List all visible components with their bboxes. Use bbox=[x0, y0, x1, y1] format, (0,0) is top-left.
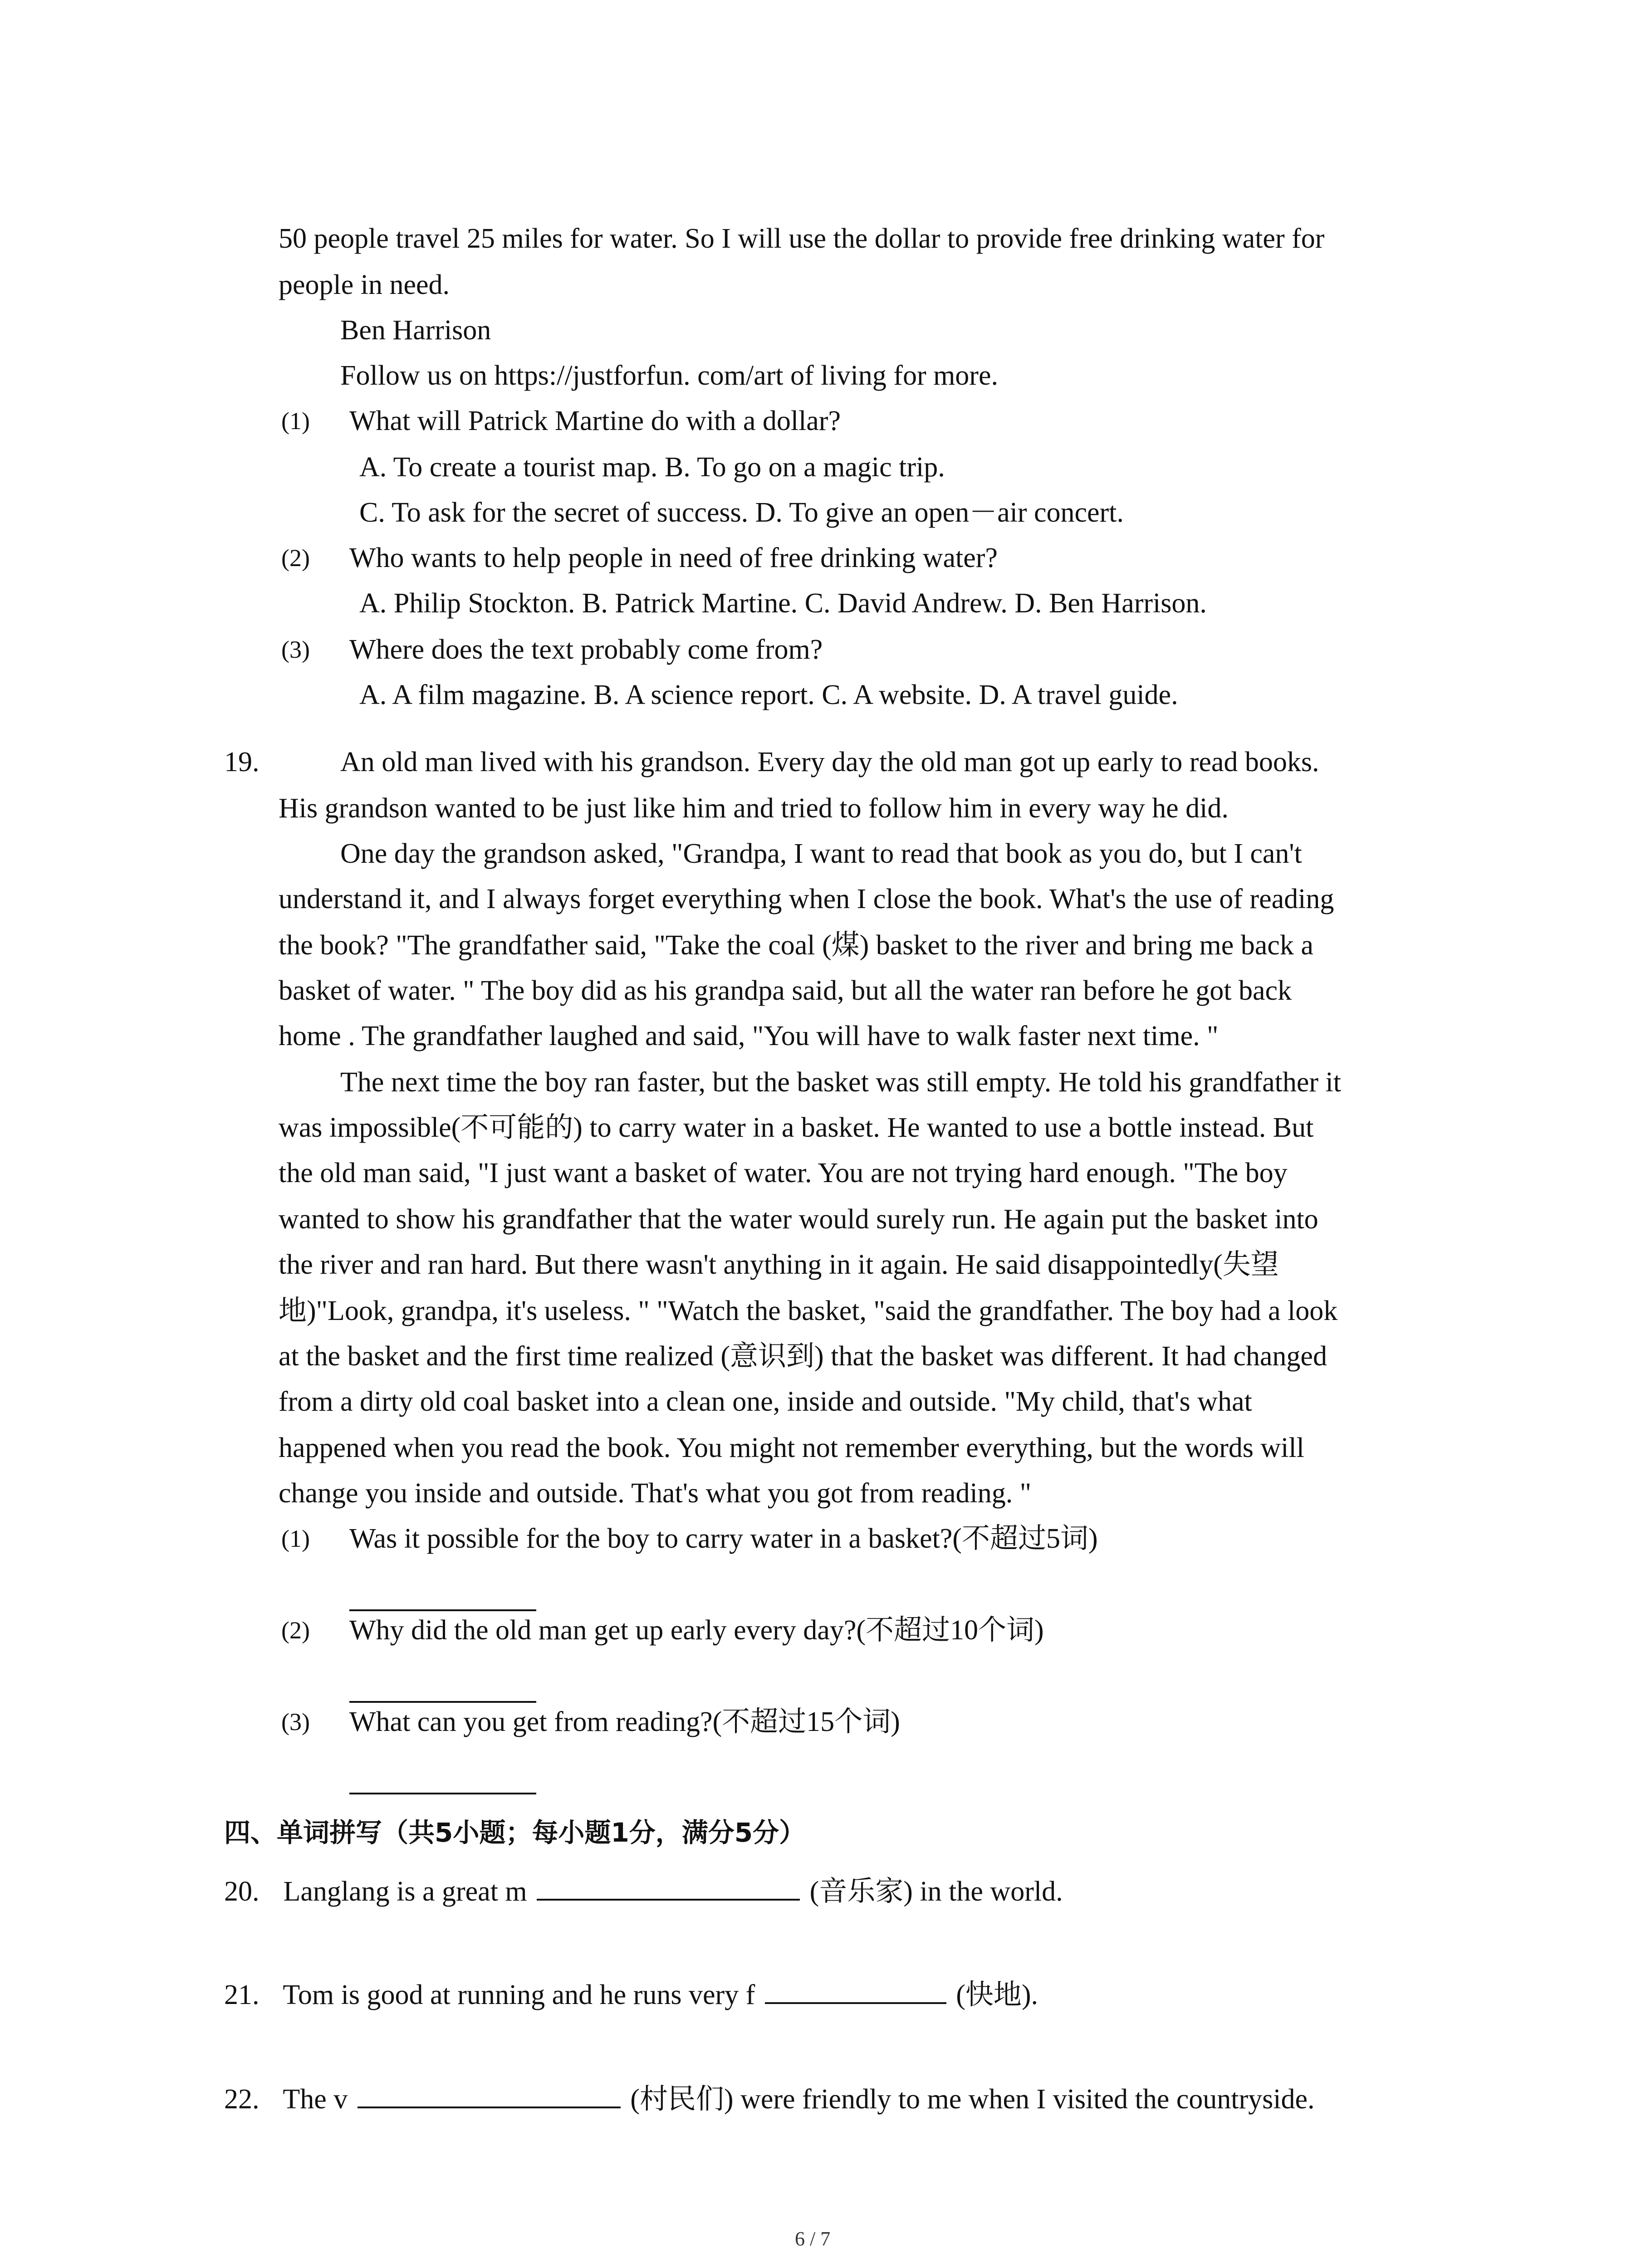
question-text: Where does the text probably come from? bbox=[349, 634, 823, 665]
passage-line: His grandson wanted to be just like him and tried to follow him in every way he did. bbox=[279, 793, 1229, 824]
answer-blank[interactable] bbox=[765, 1976, 946, 2004]
question-number: (2) bbox=[281, 544, 310, 572]
answer-blank[interactable] bbox=[349, 1793, 536, 1794]
answer-blank[interactable] bbox=[349, 1609, 536, 1611]
passage-line: the old man said, "I just want a basket of water. You are not trying hard enough. "The boy bbox=[279, 1158, 1288, 1188]
question-text-after: (音乐家) in the world. bbox=[809, 1876, 1063, 1907]
section-heading: 四、单词拼写（共5小题；每小题1分，满分5分） bbox=[224, 1817, 806, 1848]
answer-options: A. Philip Stockton. B. Patrick Martine. C. David Andrew. D. Ben Harrison. bbox=[359, 588, 1207, 619]
passage-line: home . The grandfather laughed and said, "You will have to walk faster next time. " bbox=[279, 1021, 1219, 1051]
question-text: What can you get from reading?(不超过15个词) bbox=[349, 1706, 900, 1737]
passage-line: basket of water. " The boy did as his grandpa said, but all the water ran before he got back bbox=[279, 975, 1292, 1006]
page-number: 6 / 7 bbox=[795, 2228, 831, 2250]
passage-line: change you inside and outside. That's what you got from reading. " bbox=[279, 1478, 1032, 1509]
answer-options: A. A film magazine. B. A science report. C. A website. D. A travel guide. bbox=[359, 679, 1178, 710]
answer-blank[interactable] bbox=[349, 1701, 536, 1703]
signature: Ben Harrison bbox=[340, 315, 491, 346]
passage-line: from a dirty old coal basket into a clean one, inside and outside. "My child, that's what bbox=[279, 1386, 1252, 1417]
question-number: (3) bbox=[281, 636, 310, 663]
question-text: Was it possible for the boy to carry water in a basket?(不超过5词) bbox=[349, 1523, 1098, 1554]
answer-blank[interactable] bbox=[358, 2080, 621, 2108]
question-text: Who wants to help people in need of free drinking water? bbox=[349, 543, 998, 573]
passage-line: 地)"Look, grandpa, it's useless. " "Watch the basket, "said the grandfather. The boy had a look bbox=[279, 1295, 1338, 1326]
answer-options: A. To create a tourist map. B. To go on a magic trip. bbox=[359, 452, 945, 483]
word-spelling-item bbox=[224, 1872, 1063, 1910]
passage-line: was impossible(不可能的) to carry water in a basket. He wanted to use a bottle instead. But bbox=[279, 1112, 1314, 1143]
question-number: (1) bbox=[281, 1525, 310, 1552]
question-text-before: Tom is good at running and he runs very f bbox=[283, 1980, 755, 2010]
question-text-before: Langlang is a great m bbox=[283, 1876, 527, 1907]
passage-line: people in need. bbox=[279, 269, 450, 300]
question-text-before: The v bbox=[283, 2084, 348, 2115]
answer-options: C. To ask for the secret of success. D. To give an open－air concert. bbox=[359, 497, 1124, 528]
question-text: What will Patrick Martine do with a dollar? bbox=[349, 406, 841, 436]
passage-line: happened when you read the book. You might not remember everything, but the words will bbox=[279, 1432, 1304, 1463]
question-text: Why did the old man get up early every day?(不超过10个词) bbox=[349, 1615, 1044, 1646]
question-number: 21. bbox=[224, 1980, 260, 2010]
question-text-after: (村民们) were friendly to me when I visited the countryside. bbox=[630, 2084, 1315, 2115]
passage-line: The next time the boy ran faster, but the basket was still empty. He told his grandfather it bbox=[340, 1067, 1341, 1098]
passage-line: understand it, and I always forget everything when I close the book. What's the use of reading bbox=[279, 884, 1334, 914]
question-number: 19. bbox=[224, 747, 260, 777]
question-number: (1) bbox=[281, 407, 310, 435]
passage-line: 50 people travel 25 miles for water. So I will use the dollar to provide free drinking water for bbox=[279, 223, 1325, 254]
passage-line: wanted to show his grandfather that the water would surely run. He again put the basket into bbox=[279, 1204, 1318, 1235]
word-spelling-item bbox=[224, 1976, 1038, 2013]
follow-link-text: Follow us on https://justforfun. com/art of living for more. bbox=[340, 360, 998, 391]
passage-line: An old man lived with his grandson. Every day the old man got up early to read books. bbox=[340, 747, 1319, 777]
question-number: 20. bbox=[224, 1876, 260, 1907]
passage-line: One day the grandson asked, "Grandpa, I want to read that book as you do, but I can't bbox=[340, 838, 1302, 869]
question-text-after: (快地). bbox=[956, 1980, 1038, 2010]
answer-blank[interactable] bbox=[537, 1872, 800, 1901]
passage-line: the book? "The grandfather said, "Take the coal (煤) basket to the river and bring me back a bbox=[279, 930, 1313, 961]
question-number: (3) bbox=[281, 1708, 310, 1735]
passage-line: at the basket and the first time realized (意识到) that the basket was different. It had changed bbox=[279, 1341, 1327, 1372]
question-number: 22. bbox=[224, 2084, 260, 2115]
word-spelling-item bbox=[224, 2080, 1315, 2117]
passage-line: the river and ran hard. But there wasn't anything in it again. He said disappointedly(失望 bbox=[279, 1249, 1279, 1280]
question-number: (2) bbox=[281, 1617, 310, 1644]
